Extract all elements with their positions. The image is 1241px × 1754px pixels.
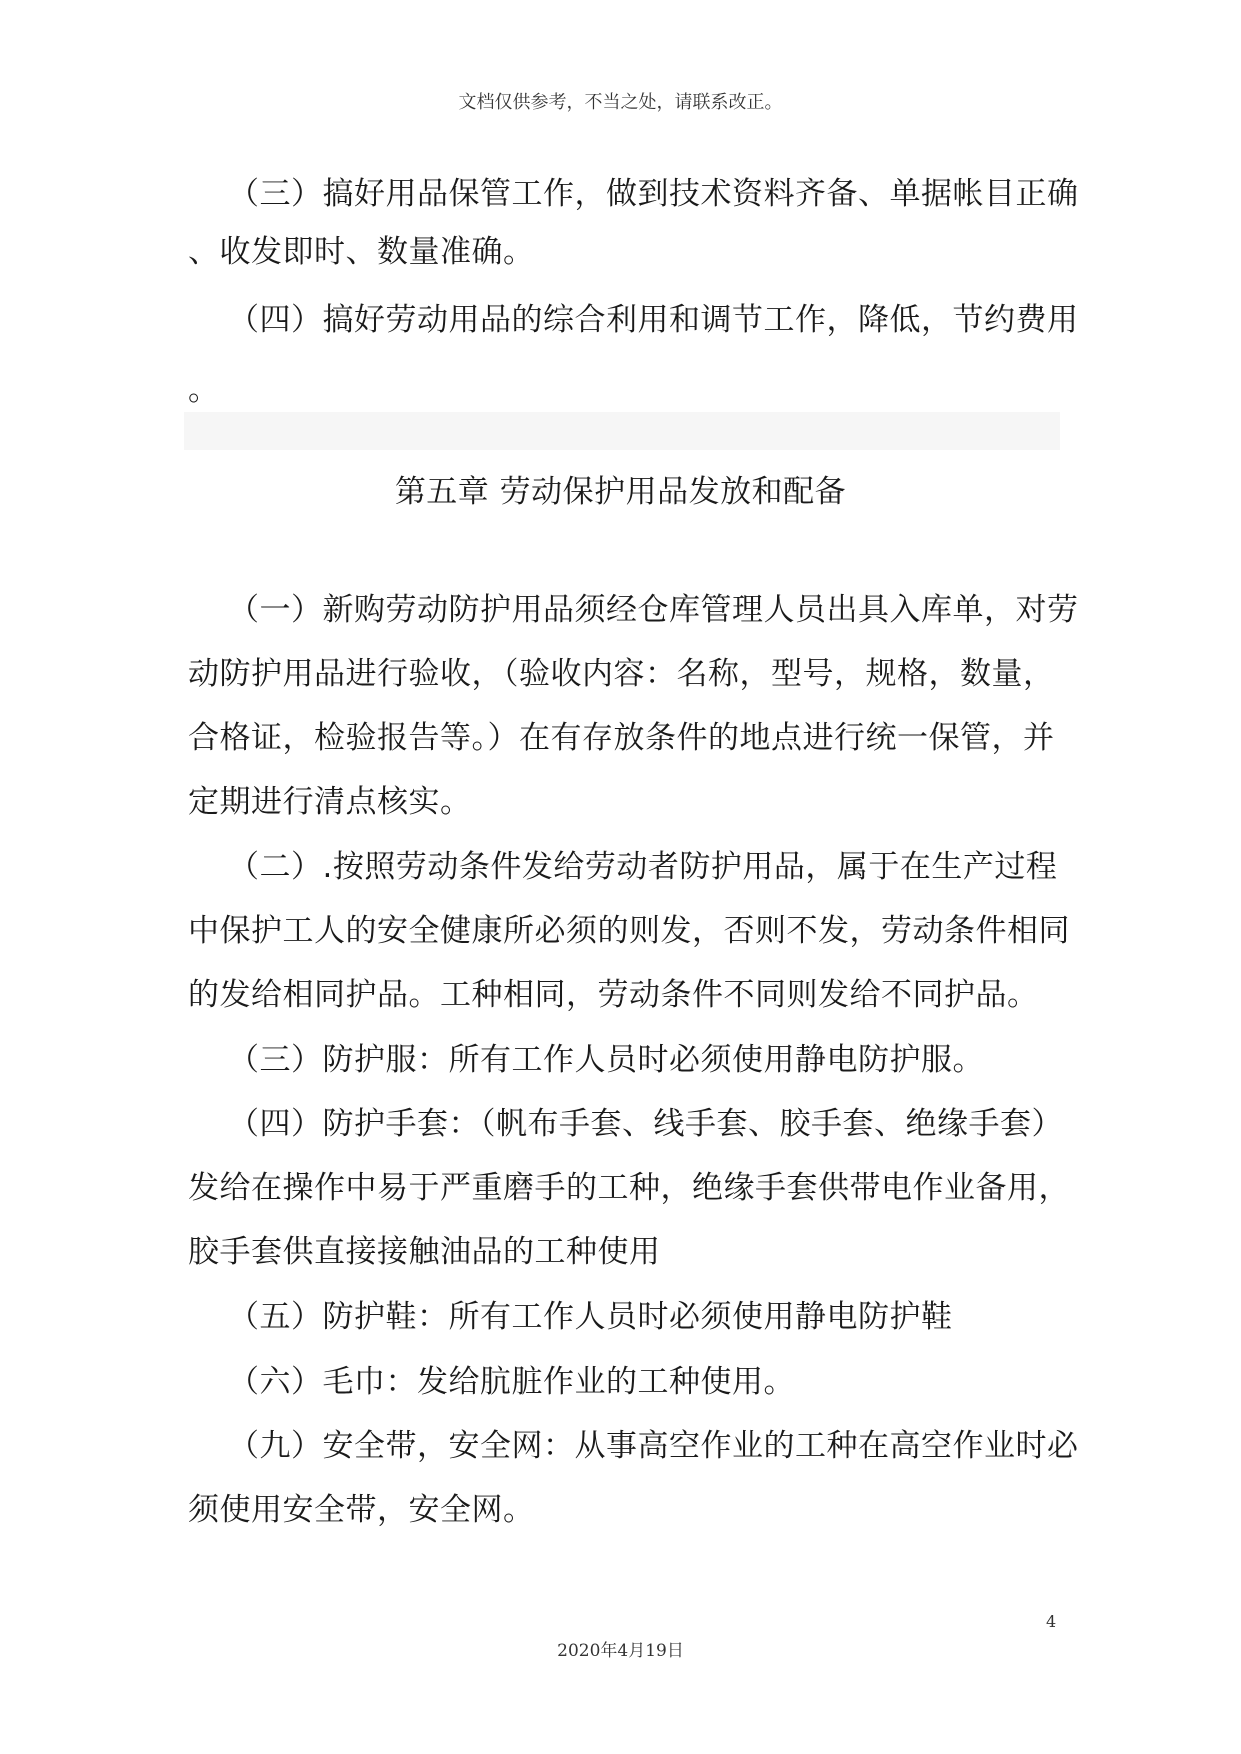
paragraph-line: （六）毛巾：发给肮脏作业的工种使用。 (228, 1364, 795, 1400)
paragraph-line: （三）搞好用品保管工作，做到技术资料齐备、单据帐目正确 (228, 176, 1079, 212)
paragraph-line: 发给在操作中易于严重磨手的工种，绝缘手套供带电作业备用， (188, 1170, 1070, 1206)
chapter-title: 第五章 劳动保护用品发放和配备 (394, 474, 847, 510)
header-disclaimer: 文档仅供参考，不当之处，请联系改正。 (458, 92, 783, 113)
paragraph-line: （二）.按照劳动条件发给劳动者防护用品，属于在生产过程 (228, 849, 1058, 885)
paragraph-line: （一）新购劳动防护用品须经仓库管理人员出具入库单，对劳 (228, 592, 1079, 628)
footer-date: 2020年4月19日 (557, 1641, 684, 1661)
paragraph-line: （五）防护鞋：所有工作人员时必须使用静电防护鞋 (228, 1299, 953, 1335)
paragraph-line: 胶手套供直接接触油品的工种使用 (188, 1234, 661, 1270)
paragraph-line: 动防护用品进行验收，（验收内容：名称，型号，规格，数量， (188, 656, 1055, 692)
paragraph-line: 、收发即时、数量准确。 (188, 234, 535, 270)
page-number: 4 (1046, 1612, 1057, 1631)
paragraph-line: 。 (188, 372, 220, 408)
paragraph-line: 定期进行清点核实。 (188, 784, 472, 820)
paragraph-line: （三）防护服：所有工作人员时必须使用静电防护服。 (228, 1042, 984, 1078)
paragraph-line: 须使用安全带，安全网。 (188, 1492, 535, 1528)
paragraph-line: （九）安全带，安全网：从事高空作业的工种在高空作业时必 (228, 1428, 1079, 1464)
paragraph-line: 合格证，检验报告等。）在有存放条件的地点进行统一保管，并 (188, 720, 1055, 756)
paragraph-line: 中保护工人的安全健康所必须的则发，否则不发，劳动条件相同 (188, 913, 1070, 949)
section-divider (184, 412, 1060, 450)
paragraph-line: （四）防护手套：（帆布手套、线手套、胶手套、绝缘手套） (228, 1106, 1063, 1142)
paragraph-line: 的发给相同护品。工种相同，劳动条件不同则发给不同护品。 (188, 977, 1039, 1013)
paragraph-line: （四）搞好劳动用品的综合利用和调节工作，降低，节约费用 (228, 302, 1079, 338)
